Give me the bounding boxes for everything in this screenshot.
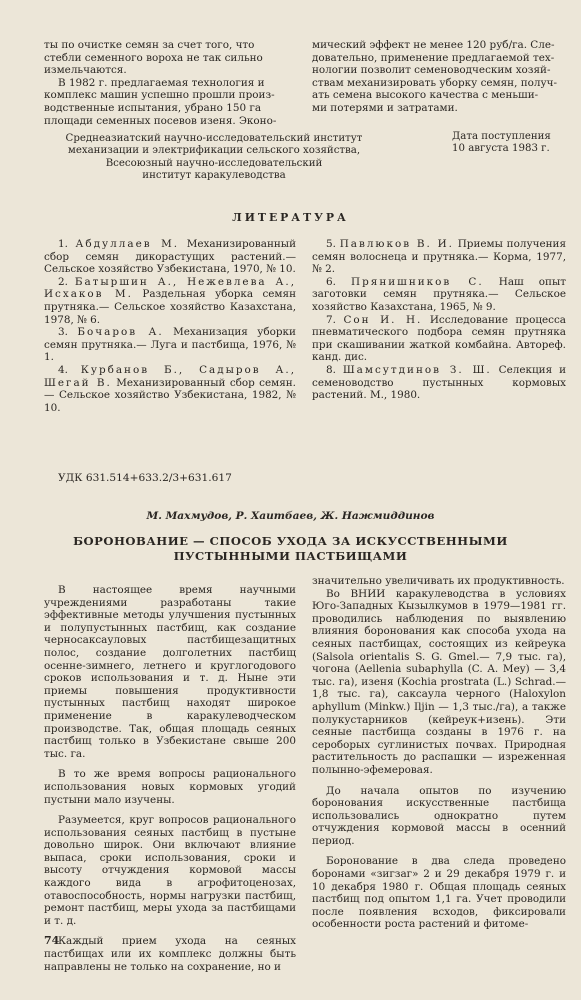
top-right-column xyxy=(312,39,566,115)
text-line: ать семена высокого качества с меньши- xyxy=(312,89,539,102)
title-line: ПУСТЫННЫМИ ПАСТБИЩАМИ xyxy=(173,549,408,563)
received-label: Дата поступления xyxy=(452,131,551,142)
text-line: мический эффект не менее 120 руб/га. Сле- xyxy=(312,39,555,51)
institute-line: Среднеазиатский научно-исследовательский институт xyxy=(65,133,363,144)
reference-item: 6. Прянишников С. Наш опыт заготовки семян прутняка.— Сельское хозяйство Казахстана, 1965, № 9. xyxy=(312,275,566,313)
text-line: площади семенных посевов изеня. Эконо- xyxy=(44,114,277,127)
text-line: нологии позволит семеноводческим хозяй- xyxy=(312,64,551,77)
text-line: комплекс машин успешно прошли произ- xyxy=(44,89,275,102)
text-line: довательно, применение предлагаемой тех- xyxy=(312,51,555,64)
article-authors: М. Махмудов, Р. Хаитбаев, Ж. Нажмиддинов xyxy=(146,510,435,522)
text-line: ствам механизировать уборку семян, получ- xyxy=(312,76,557,89)
paragraph: В то же время вопросы рационального использования новых кормовых угодий пустыни мало изучены. xyxy=(44,768,296,806)
text-line: водственные испытания, убрано 150 га xyxy=(44,101,262,114)
reference-item: 7. Сон И. Н. Исследование процесса пневматического подбора семян прутняка при скашивании жаткой комбайна. Автореф. канд. дис. xyxy=(312,313,566,364)
paragraph: Каждый прием ухода на сеяных пастбищах или их комплекс должны быть направлены не только на сохранение, но и xyxy=(44,935,296,973)
article-right-column xyxy=(312,575,566,931)
reference-item: 3. Бочаров А. Механизация уборки семян прутняка.— Луга и пастбища, 1976, № 1. xyxy=(44,326,296,364)
text-line: ми потерями и затратами. xyxy=(312,101,458,114)
reference-item: 5. Павлюков В. И. Приемы получения семян волоснеца и прутняка.— Корма, 1977, № 2. xyxy=(312,238,566,276)
text-line: измельчаются. xyxy=(44,64,127,77)
title-line: БОРОНОВАНИЕ — СПОСОБ УХОДА ЗА ИСКУССТВЕННЫМИ xyxy=(73,534,508,548)
text-line: В 1982 г. предлагаемая технология и xyxy=(58,76,265,89)
text-line: ты по очистке семян за счет того, что xyxy=(44,39,255,51)
institute-block xyxy=(44,133,384,183)
paragraph: Во ВНИИ каракулеводства в условиях Юго-Западных Кызылкумов в 1979—1981 гг. проводились наблюдения по выявлению влияния боронования как способа ухода на сеяных пастбищах, состоящих из кейреука (Salsola orientalis S. G. Gmel.— 7,9 тыс. га), чогона (Aellenia subaphylla (C. A. Mey) — 3,4 тыс. га), изеня (Kochia prostrata (L.) Schrad.— 1,8 тыс. га), саксаула черного (Haloxylon aphyllum (Minkw.) Iljin — 1,3 тыс./га), а также полукустарников (кейреук+изень). Эти сеяные пастбища созданы в 1976 г. на сероборых суглинистых почвах. Природная растительность до распашки — изреженная полынно-эфемеровая. xyxy=(312,587,566,776)
paragraph: Разумеется, круг вопросов рационального использования сеяных пастбищ в пустыне довольно широк. Они включают влияние выпаса, сроки использования, сроки и высоту отчуждения кормовой массы каждого вида в агрофитоценозах, отавоспособность, нормы нагрузки пастбищ, ремонт пастбищ, меры ухода за пастбищами и т. д. xyxy=(44,814,296,927)
institute-line: Всесоюзный научно-исследовательский xyxy=(105,157,323,169)
literature-heading: ЛИТЕРАТУРА xyxy=(232,211,349,224)
references-left xyxy=(44,238,296,414)
paragraph: значительно увеличивать их продуктивность. xyxy=(312,575,565,587)
received-date: 10 августа 1983 г. xyxy=(452,143,550,155)
institute-line: механизации и электрификации сельского хозяйства, xyxy=(67,145,361,157)
top-left-column xyxy=(44,39,296,127)
reference-item: 8. Шамсутдинов З. Ш. Селекция и семеноводство пустынных кормовых растений. М., 1980. xyxy=(312,363,566,402)
reference-item: 2. Батыршин А., Нежевлева А., Исхаков М. Раздельная уборка семян прутняка.— Сельское хозяйство Казахстана, 1978, № 6. xyxy=(44,275,296,326)
text-line: стебли семенного вороха не так сильно xyxy=(44,51,263,64)
reference-item: 1. Абдуллаев М. Механизированный сбор семян дикорастущих растений.— Сельское хозяйство Узбекистана, 1970, № 10. xyxy=(44,238,297,276)
page-number: 74 xyxy=(44,934,60,947)
paragraph: До начала опытов по изучению боронования искусственные пастбища использовались однократно путем отчуждения кормовой массы в осенний период. xyxy=(312,784,566,847)
references-right xyxy=(312,238,566,402)
article-title xyxy=(0,534,581,564)
paragraph: Боронование в два следа проведено боронами «зигзаг» 2 и 29 декабря 1979 г. и 10 декабря 1980 г. Общая площадь сеяных пастбищ под опытом 1,1 га. Учет проводили после появления всходов, фиксировали особенности роста растений и фитоме- xyxy=(312,855,566,931)
udk-code: УДК 631.514+633.2/3+631.617 xyxy=(58,472,232,484)
received-date-block xyxy=(452,131,572,156)
article-left-column xyxy=(44,584,296,973)
reference-item: 4. Курбанов Б., Садыров А., Шегай В. Механизированный сбор семян.— Сельское хозяйство Узбекистана, 1982, № 10. xyxy=(44,363,296,414)
institute-line: институт каракулеводства xyxy=(142,170,286,182)
paragraph: В настоящее время научными учреждениями разработаны такие эффективные методы улучшения пустынных и полупустынных пастбищ, как создание черносаксауловых пастбищезащитных полос, создание долголетних пастбищ осенне-зимнего, летнего и круглогодового сроков использования и т. д. Ныне эти приемы повышения продуктивности пустынных пастбищ находят широкое применение в каракулеводческом производстве. Так, общая площадь сеяных пастбищ только в Узбекистане свыше 200 тыс. га. xyxy=(44,584,296,760)
